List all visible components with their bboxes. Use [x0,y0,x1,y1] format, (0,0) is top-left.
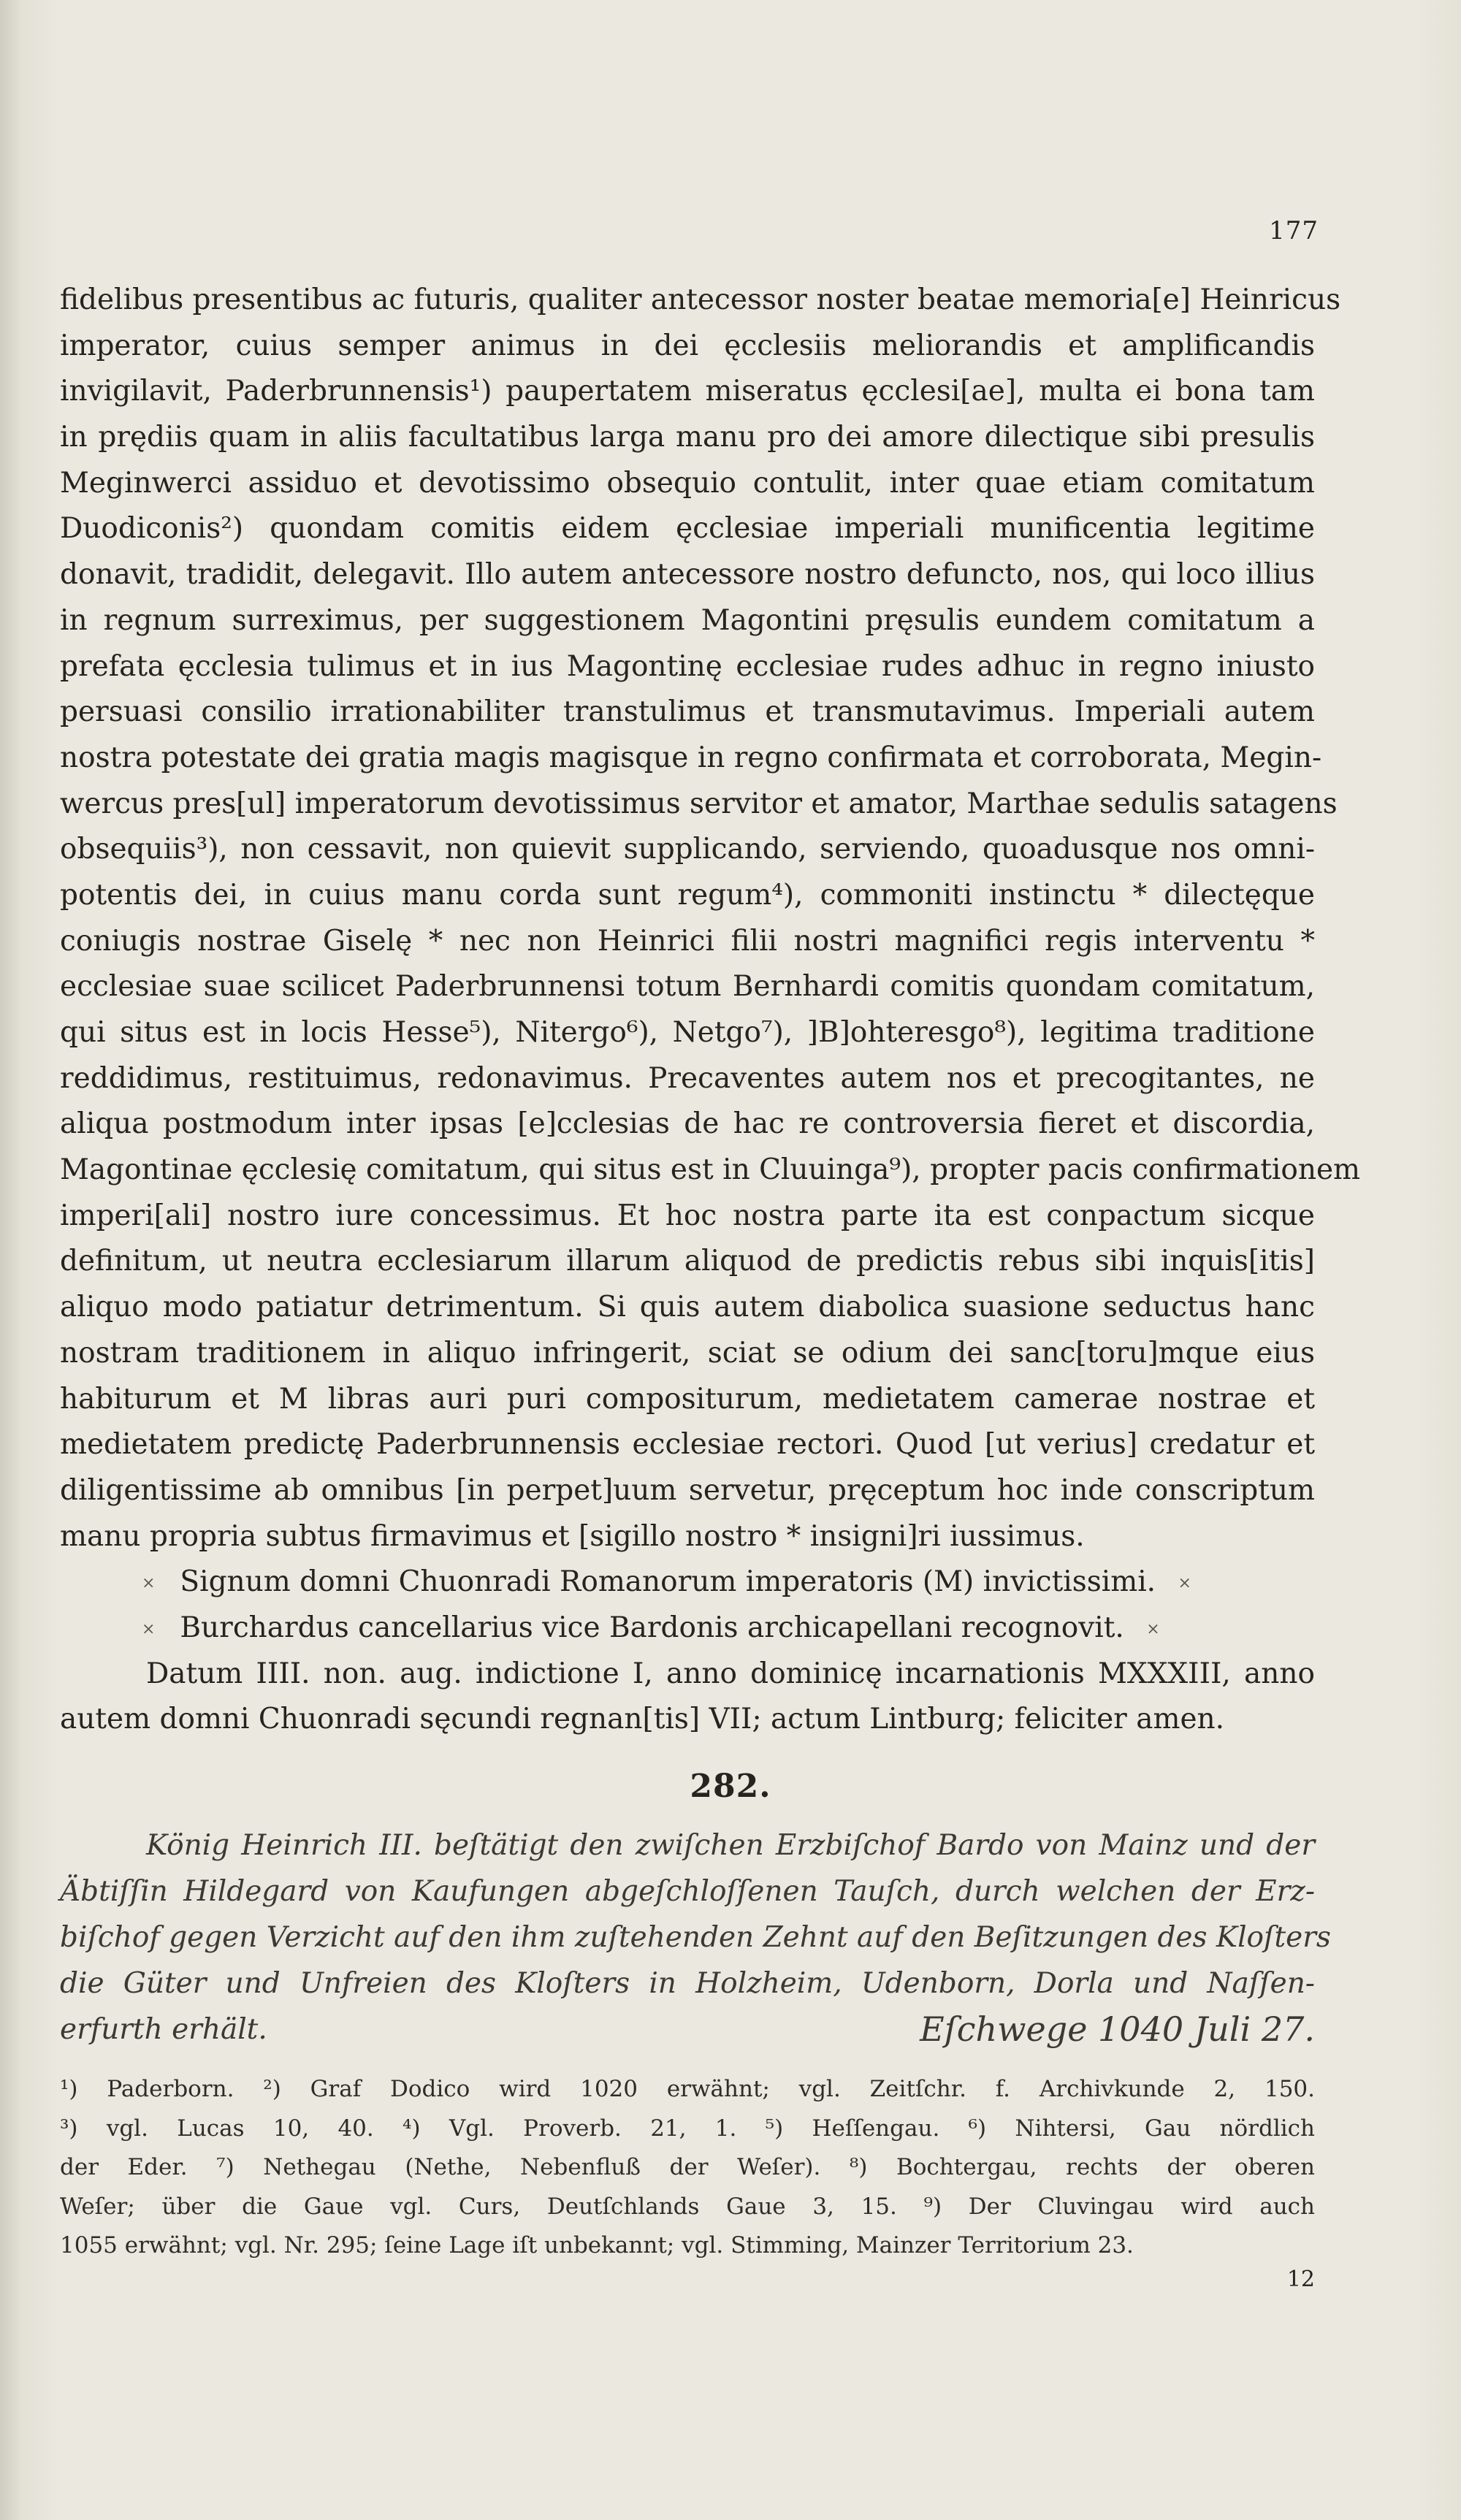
charter-line: definitum, ut neutra ecclesiarum illarum aliquod de predictis rebus sibi inquis[itis] [60,1245,1315,1278]
datum-line: autem domni Chuonradi sęcundi regnan[tis] VII; actum Lintburg; feliciter amen. [60,1703,1225,1736]
charter-line: obsequiis³), non cessavit, non quievit supplicando, serviendo, quoadusque nos omni- [60,833,1315,866]
charter-line: aliquo modo patiatur detrimentum. Si quis autem diabolica suasione seductus hanc [60,1291,1315,1324]
footnotes [60,2070,1315,2266]
charter-line: habiturum et M libras auri puri compositurum, medietatem camerae nostrae et [60,1382,1315,1416]
charter-line: in regnum surreximus, per suggestionem Magontini pręsulis eundem comitatum a [60,603,1315,637]
signum-line [60,1559,1315,1605]
footnote-line: Weſer; über die Gaue vgl. Curs, Deutſchlands Gaue 3, 15. ⁹) Der Cluvingau wird auch [60,2193,1315,2220]
charter-line: aliqua postmodum inter ipsas [e]cclesias de hac re controversia fieret et discordia, [60,1107,1315,1141]
regest-line: die Güter und Unfreien des Kloſters in Holzheim, Udenborn, Dorla und Naſſen- [60,1967,1315,2000]
document-number: 282. [690,1768,771,1805]
datum-line: Datum IIII. non. aug. indictione I, anno dominicę incarnationis MXXXIII, anno [146,1657,1315,1690]
charter-line: qui situs est in locis Hesse⁵), Nitergo⁶), Netgo⁷), ]B]ohteresgo⁸), legitima traditione [60,1016,1315,1049]
regest [60,1822,1331,2053]
regest-last-line [60,2007,1315,2053]
regest-line: biſchof gegen Verzicht auf den ihm zuſtehenden Zehnt auf den Beſitzungen des Kloſters [60,1921,1331,1954]
charter-line: reddidimus, restituimus, redonavimus. Precaventes autem nos et precogitantes, ne [60,1061,1315,1095]
charter-text [60,278,1361,1743]
footnote-line: 1055 erwähnt; vgl. Nr. 295; ſeine Lage iſt unbekannt; vgl. Stimming, Mainzer Territorium 23. [60,2232,1134,2259]
charter-line: ecclesiae suae scilicet Paderbrunnensi totum Bernhardi comitis quondam comitatum, [60,970,1315,1004]
page-number: 177 [1269,216,1319,245]
charter-line: imperator, cuius semper animus in dei ęcclesiis meliorandis et amplificandis [60,329,1315,362]
charter-line: manu propria subtus firmavimus et [sigillo nostro * insigni]ri iussimus. [60,1519,1085,1553]
footnote-line: ³) vgl. Lucas 10, 40. ⁴) Vgl. Proverb. 21, 1. ⁵) Heſſengau. ⁶) Nihtersi, Gau nördlich [60,2115,1315,2142]
charter-line: invigilavit, Paderbrunnensis¹) paupertatem miseratus ęcclesi[ae], multa ei bona tam [60,375,1315,408]
recognition-line [60,1605,1315,1652]
charter-line: diligentissime ab omnibus [in perpet]uum servetur, pręceptum hoc inde conscriptum [60,1473,1315,1507]
charter-line: coniugis nostrae Giselę * nec non Heinrici filii nostri magnifici regis interventu * [60,924,1315,958]
charter-line: potentis dei, in cuius manu corda sunt regum⁴), commoniti instinctu * dilectęque [60,878,1315,912]
cross-mark-icon: ⨯ [1146,1619,1159,1638]
signature-number: 12 [1286,2267,1315,2292]
regest-last-text: erfurth erhält. [60,2013,267,2046]
signum-line-text: Signum domni Chuonradi Romanorum imperatoris (M) invictissimi. [171,1565,1165,1599]
charter-line: medietatem predictę Paderbrunnensis ecclesiae rectori. Quod [ut verius] credatur et [60,1428,1315,1462]
charter-line: nostra potestate dei gratia magis magisque in regno confirmata et corroborata, Megin- [60,741,1322,774]
cross-mark-icon: ⨯ [142,1574,154,1593]
cross-mark-icon: ⨯ [142,1619,154,1638]
footnote-line: ¹) Paderborn. ²) Graf Dodico wird 1020 erwähnt; vgl. Zeitſchr. f. Archivkunde 2, 150. [60,2076,1315,2102]
charter-line: Duodiconis²) quondam comitis eidem ęcclesiae imperiali munificentia legitime [60,512,1315,546]
charter-line: imperi[ali] nostro iure concessimus. Et hoc nostra parte ita est conpactum sicque [60,1199,1315,1232]
charter-line: wercus pres[ul] imperatorum devotissimus servitor et amator, Marthae sedulis satagens [60,787,1338,820]
recognition-line-text: Burchardus cancellarius vice Bardonis archicapellani recognovit. [171,1611,1134,1644]
place-date: Eſchwege 1040 Juli 27. [920,2009,1315,2049]
charter-line: Magontinae ęcclesię comitatum, qui situs est in Cluuinga⁹), propter pacis confirmationem [60,1153,1361,1187]
regest-line: Äbtiſſin Hildegard von Kaufungen abgeſchloſſenen Tauſch, durch welchen der Erz- [60,1875,1315,1908]
charter-line: in prędiis quam in aliis facultatibus larga manu pro dei amore dilectique sibi presulis [60,421,1315,454]
charter-line: nostram traditionem in aliquo infringerit, sciat se odium dei sanc[toru]mque eius [60,1336,1315,1370]
charter-line: donavit, tradidit, delegavit. Illo autem antecessore nostro defuncto, nos, qui loco illius [60,558,1315,592]
regest-line: König Heinrich III. beſtätigt den zwiſchen Erzbiſchof Bardo von Mainz und der [146,1829,1315,1862]
charter-line: prefata ęcclesia tulimus et in ius Magontinę ecclesiae rudes adhuc in regno iniusto [60,649,1315,683]
footnote-line: der Eder. ⁷) Nethegau (Nethe, Nebenfluß der Weſer). ⁸) Bochtergau, rechts der oberen [60,2154,1315,2180]
charter-line: persuasi consilio irrationabiliter transtulimus et transmutavimus. Imperiali autem [60,695,1315,729]
charter-line: fidelibus presentibus ac futuris, qualiter antecessor noster beatae memoria[e] Heinricus [60,283,1341,316]
cross-mark-icon: ⨯ [1178,1574,1190,1593]
charter-line: Meginwerci assiduo et devotissimo obsequio contulit, inter quae etiam comitatum [60,466,1315,500]
